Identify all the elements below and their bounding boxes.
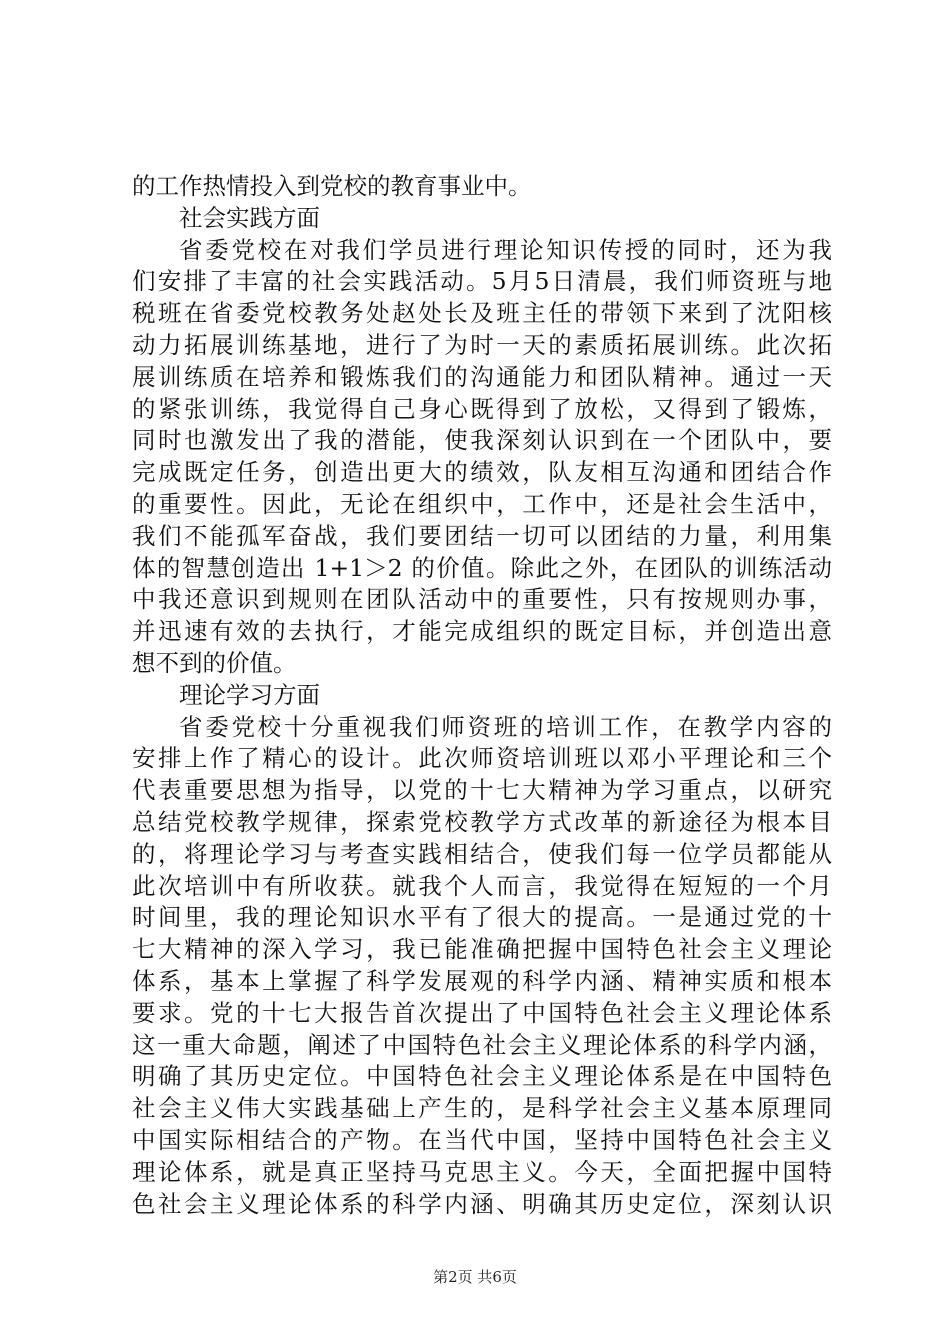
- text-line: 明确了其历史定位。中国特色社会主义理论体系是在中国特色: [132, 1062, 832, 1091]
- section-heading-theory-study: 理论学习方面: [179, 680, 320, 709]
- text-line: 的工作热情投入到党校的教育事业中。: [132, 172, 532, 200]
- section-heading-social-practice: 社会实践方面: [179, 203, 320, 232]
- text-line: 省委党校在对我们学员进行理论知识传授的同时，还为我: [179, 235, 832, 264]
- text-line: 动力拓展训练基地，进行了为时一天的素质拓展训练。此次拓: [132, 330, 832, 359]
- text-line: 总结党校教学规律，探索党校教学方式改革的新途径为根本目: [132, 807, 832, 836]
- body-text: [132, 171, 832, 1220]
- text-line: 时间里，我的理论知识水平有了很大的提高。一是通过党的十: [132, 903, 832, 932]
- text-line: 中我还意识到规则在团队活动中的重要性，只有按规则办事，: [132, 585, 832, 614]
- text-line: 同时也激发出了我的潜能，使我深刻认识到在一个团队中，要: [132, 426, 832, 455]
- text-line: 展训练质在培养和锻炼我们的沟通能力和团队精神。通过一天: [132, 362, 832, 391]
- text-line: 安排上作了精心的设计。此次师资培训班以邓小平理论和三个: [132, 744, 832, 773]
- text-line: 的，将理论学习与考查实践相结合，使我们每一位学员都能从: [132, 839, 832, 868]
- text-line: 要求。党的十七大报告首次提出了中国特色社会主义理论体系: [132, 998, 832, 1027]
- text-line: 我们不能孤军奋战，我们要团结一切可以团结的力量，利用集: [132, 521, 832, 550]
- text-line: 七大精神的深入学习，我已能准确把握中国特色社会主义理论: [132, 935, 832, 964]
- text-line: 的重要性。因此，无论在组织中，工作中，还是社会生活中，: [132, 489, 832, 518]
- text-line: 省委党校十分重视我们师资班的培训工作，在教学内容的: [179, 712, 832, 741]
- text-line: 社会主义伟大实践基础上产生的，是科学社会主义基本原理同: [132, 1094, 832, 1123]
- text-line: 理论体系，就是真正坚持马克思主义。今天，全面把握中国特: [132, 1157, 832, 1186]
- text-line: 色社会主义理论体系的科学内涵、明确其历史定位，深刻认识: [132, 1189, 832, 1218]
- text-line: 想不到的价值。: [132, 648, 297, 677]
- text-line: 们安排了丰富的社会实践活动。5月5日清晨，我们师资班与地: [132, 267, 832, 296]
- text-line: 并迅速有效的去执行，才能完成组织的既定目标，并创造出意: [132, 617, 832, 646]
- text-line: 体系，基本上掌握了科学发展观的科学内涵、精神实质和根本: [132, 966, 832, 995]
- text-line: 代表重要思想为指导，以党的十七大精神为学习重点，以研究: [132, 776, 832, 805]
- text-line: 完成既定任务，创造出更大的绩效，队友相互沟通和团结合作: [132, 458, 832, 487]
- text-line: 的紧张训练，我觉得自己身心既得到了放松，又得到了锻炼，: [132, 394, 832, 423]
- page-number-footer: 第2页 共6页: [433, 1268, 517, 1286]
- text-line: 中国实际相结合的产物。在当代中国，坚持中国特色社会主义: [132, 1125, 832, 1154]
- text-line: 税班在省委党校教务处赵处长及班主任的带领下来到了沈阳核: [132, 299, 832, 328]
- text-line: 体的智慧创造出 1+1＞2 的价值。除此之外，在团队的训练活动: [132, 553, 832, 582]
- text-line: 此次培训中有所收获。就我个人而言，我觉得在短短的一个月: [132, 871, 832, 900]
- text-line: 这一重大命题，阐述了中国特色社会主义理论体系的科学内涵，: [132, 1030, 832, 1059]
